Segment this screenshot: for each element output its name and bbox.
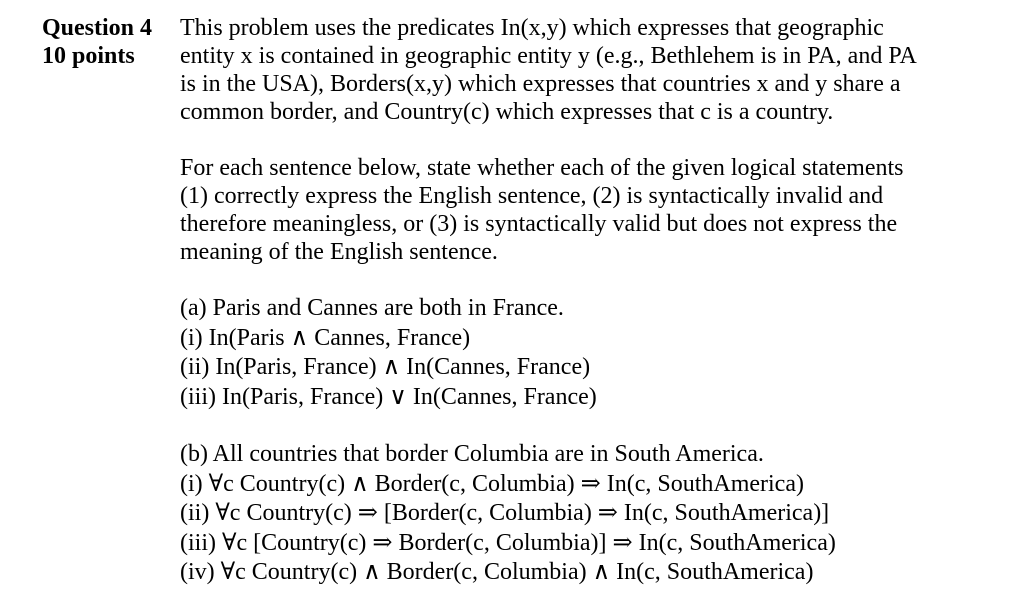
part-b-option: (ii) ∀c Country(c) ⇒ [Border(c, Columbia) ⇒ In(c, SouthAmerica)]	[180, 500, 830, 526]
intro-line: common border, and Country(c) which expresses that c is a country.	[180, 99, 834, 125]
part-a-option: (ii) In(Paris, France) ∧ In(Cannes, France)	[180, 354, 591, 380]
spacer	[180, 412, 1000, 440]
instructions-line: For each sentence below, state whether each of the given logical statements	[180, 155, 904, 181]
question-header	[42, 14, 172, 70]
question-body	[180, 14, 1000, 588]
part-b-option: (iii) ∀c [Country(c) ⇒ Border(c, Columbia)] ⇒ In(c, SouthAmerica)	[180, 529, 836, 556]
question-points: 10 points	[42, 43, 135, 69]
instructions-line: (1) correctly express the English sentence, (2) is syntactically invalid and	[180, 183, 884, 209]
part-a-option: (i) In(Paris ∧ Cannes, France)	[180, 324, 471, 351]
part-b-option: (iv) ∀c Country(c) ∧ Border(c, Columbia) ∧ In(c, SouthAmerica)	[180, 559, 814, 585]
question-number: Question 4	[42, 15, 153, 41]
instructions-line: therefore meaningless, or (3) is syntactically valid but does not express the	[180, 211, 898, 237]
intro-line: entity x is contained in geographic entity y (e.g., Bethlehem is in PA, and PA	[180, 43, 917, 69]
spacer	[180, 266, 1000, 294]
part-a	[180, 294, 1000, 412]
intro-line: This problem uses the predicates In(x,y) which expresses that geographic	[180, 15, 884, 41]
part-b-option: (i) ∀c Country(c) ∧ Border(c, Columbia) ⇒ In(c, SouthAmerica)	[180, 470, 804, 497]
intro-line: is in the USA), Borders(x,y) which expresses that countries x and y share a	[180, 71, 901, 97]
part-b-sentence: (b) All countries that border Columbia are in South America.	[180, 441, 764, 467]
instructions-line: meaning of the English sentence.	[180, 239, 498, 265]
instructions-paragraph	[180, 154, 1000, 266]
part-a-option: (iii) In(Paris, France) ∨ In(Cannes, France)	[180, 383, 597, 410]
part-a-sentence: (a) Paris and Cannes are both in France.	[180, 295, 564, 321]
part-b	[180, 440, 1000, 588]
intro-paragraph	[180, 14, 1000, 126]
spacer	[180, 126, 1000, 154]
